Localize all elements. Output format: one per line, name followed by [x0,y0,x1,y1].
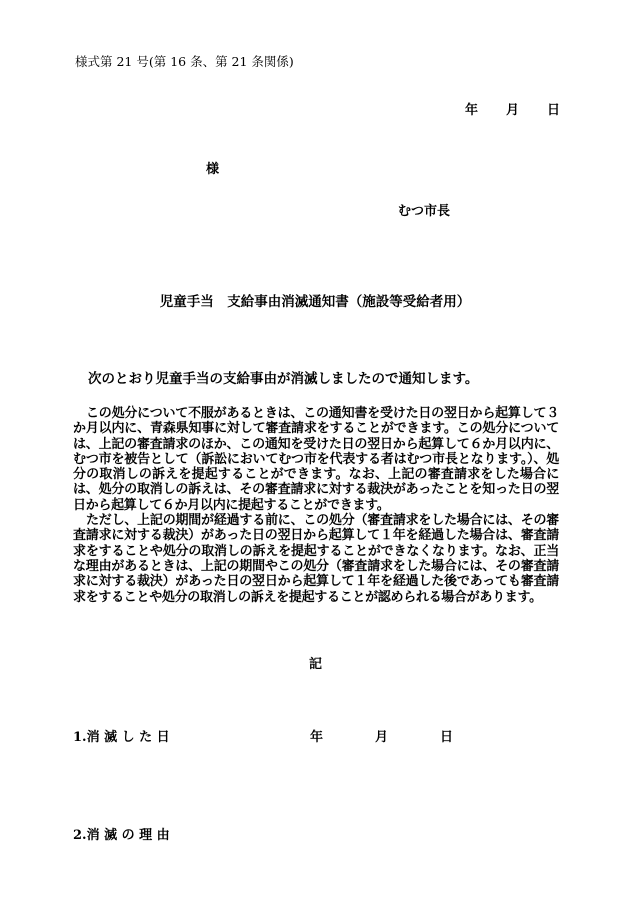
ki-heading: 記 [309,657,323,672]
issuer: むつ市長 [398,204,451,219]
lead-sentence: 次のとおり児童手当の支給事由が消滅しましたので通知します。 [88,371,479,387]
item1-label: 1.消 滅 し た 日 [73,730,170,745]
header-date-year: 年 [465,103,479,118]
addressee: 様 [206,162,220,177]
appeal-paragraph-1: この処分について不服があるときは、この通知書を受けた日の翌日から起算して３か月以内に、青森県知事に対して審査請求をすることができます。この処分については、上記の審査請求のほか、この通知を受けた日の翌日から起算して６か月以内に、むつ市を被告として（訴訟においてむつ市を代表する者はむつ市長となります。）、処分の取消しの訴えを提起することができます。なお、上記の審査請求をした場合には、処分の取消しの訴えは、その審査請求に対する裁決があったことを知った日の翌日から起算して６か月以内に提起することができます。 [73,406,559,513]
appeal-paragraph-2: ただし、上記の期間が経過する前に、この処分（審査請求をした場合には、その審査請求に対する裁決）があった日の翌日から起算して１年を経過した場合は、審査請求をすることや処分の取消しの訴えを提起することができなくなります。なお、正当な理由があるときは、上記の期間やこの処分（審査請求をした場合には、その審査請求に対する裁決）があった日の翌日から起算して１年を経過した後であっても審査請求をすることや処分の取消しの訴えを提起することが認められる場合があります。 [73,513,559,605]
item2-label: 2.消 滅 の 理 由 [73,828,170,843]
header-date-month: 月 [506,103,520,118]
item1-date [310,726,453,745]
item1-year: 年 [310,730,324,745]
document-title: 児童手当 支給事由消滅通知書（施設等受給者用） [159,294,471,310]
form-number: 様式第 21 号(第 16 条、第 21 条関係) [75,54,294,69]
item1-month: 月 [375,730,389,745]
appeal-notice [73,406,559,605]
item1-day: 日 [440,730,454,745]
header-date [465,99,560,118]
header-date-day: 日 [547,103,561,118]
